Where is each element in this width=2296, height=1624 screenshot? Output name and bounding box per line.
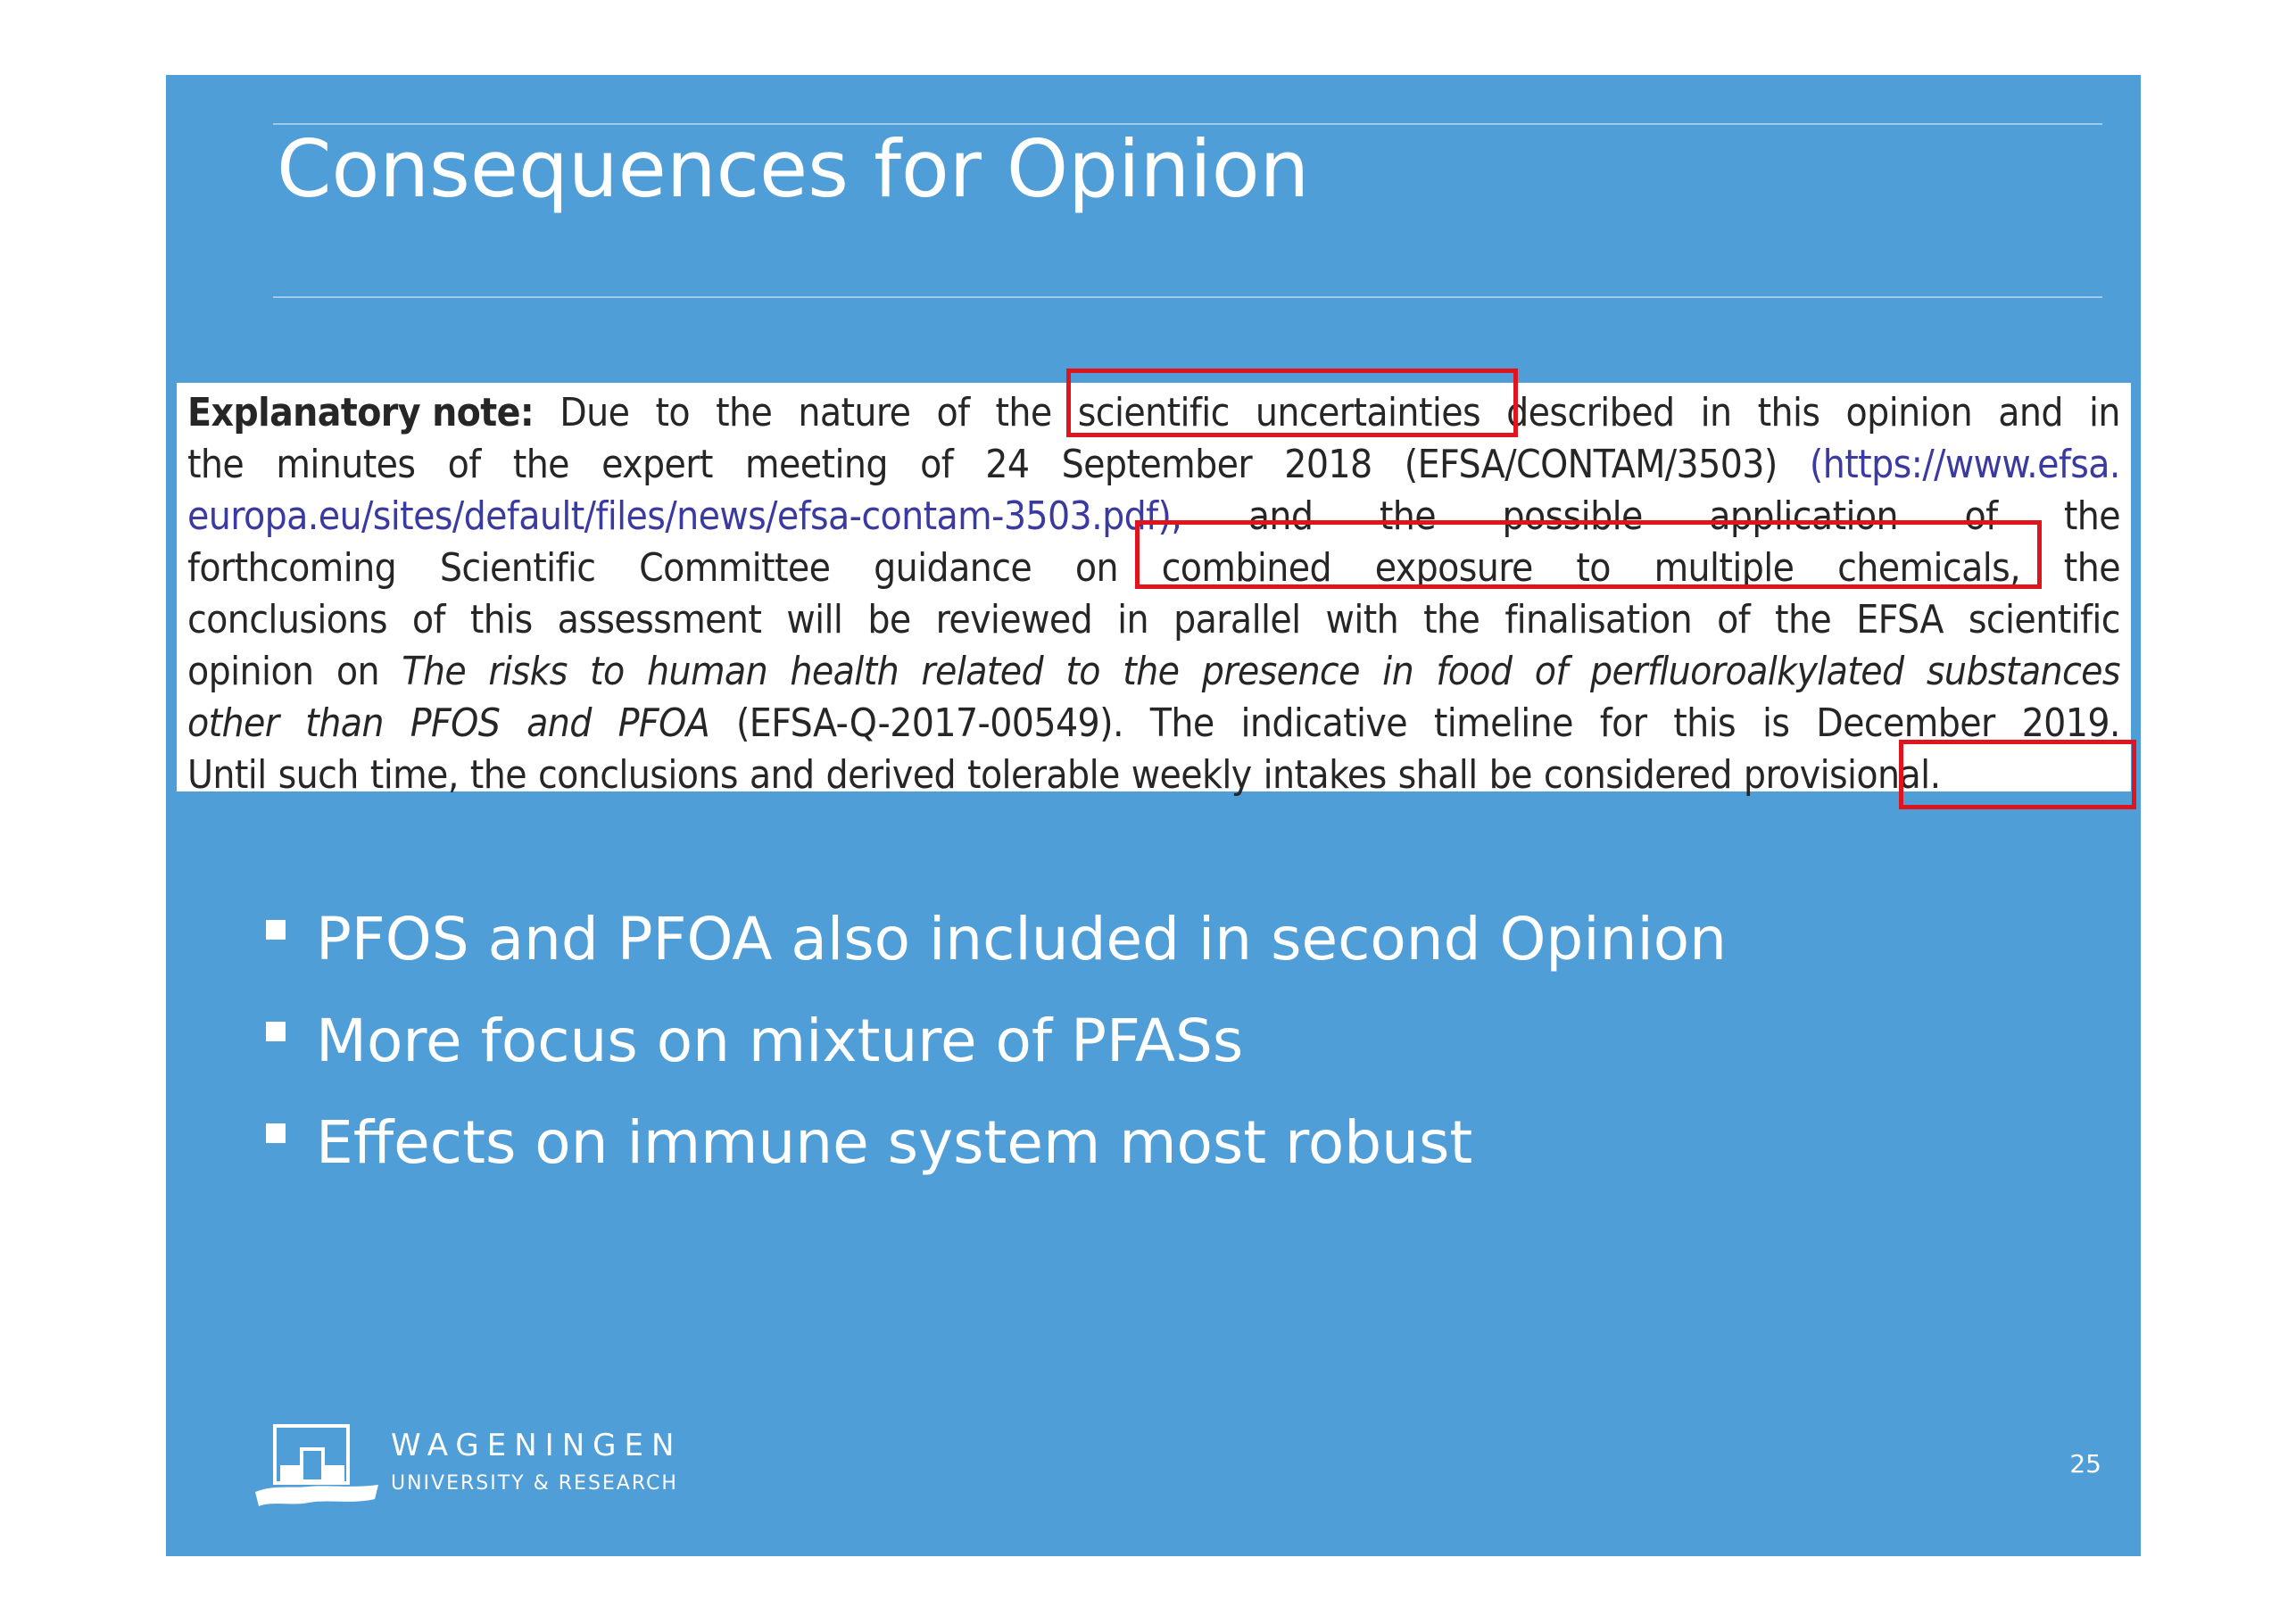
efsa-link-part-2[interactable]: europa.eu/sites/default/files/news/efsa-contam-3503.pdf),: [187, 493, 1182, 539]
excerpt-word: and: [526, 700, 592, 746]
excerpt-word: the: [995, 390, 1052, 435]
excerpt-word: multiple: [1654, 545, 1795, 591]
excerpt-word: meeting: [745, 442, 888, 487]
excerpt-word: on: [336, 649, 379, 694]
excerpt-word: to: [1065, 649, 1100, 694]
excerpt-line: [187, 649, 2120, 700]
excerpt-word: and: [749, 752, 815, 798]
excerpt-word: of: [936, 390, 970, 435]
excerpt-word: PFOA: [618, 700, 710, 746]
excerpt-word: tolerable: [967, 752, 1120, 798]
excerpt-word: in: [1700, 390, 1732, 435]
excerpt-word: assessment: [557, 597, 762, 642]
excerpt-word: PFOS: [410, 700, 501, 746]
bullet-list: [266, 905, 1727, 1210]
title-bottom-rule: [273, 296, 2102, 298]
excerpt-word: be: [1488, 752, 1532, 798]
excerpt-word: 2019.: [2021, 700, 2120, 746]
efsa-link-part-1[interactable]: (https://www.efsa.: [1809, 442, 2120, 487]
excerpt-word: the: [512, 442, 569, 487]
excerpt-word: will: [786, 597, 843, 642]
excerpt-word: guidance: [874, 545, 1032, 591]
excerpt-word: timeline: [1433, 700, 1573, 746]
excerpt-word: of: [1717, 597, 1751, 642]
excerpt-word: Scientific: [439, 545, 596, 591]
excerpt-word: with: [1325, 597, 1399, 642]
bullet-item: [266, 1108, 1727, 1210]
excerpt-word: the: [2063, 493, 2120, 539]
excerpt-line: [187, 442, 2120, 493]
excerpt-word: than: [305, 700, 384, 746]
page-number: 25: [2069, 1449, 2101, 1479]
excerpt-word: to: [655, 390, 690, 435]
excerpt-word: this: [1757, 390, 1820, 435]
excerpt-word: perfluoroalkylated: [1590, 649, 1904, 694]
excerpt-word: Committee: [639, 545, 831, 591]
excerpt-word: parallel: [1173, 597, 1301, 642]
excerpt-word: to: [590, 649, 625, 694]
excerpt-word: (EFSA-Q-2017-00549).: [735, 700, 1123, 746]
excerpt-word: other: [187, 700, 279, 746]
excerpt-word: this: [1673, 700, 1737, 746]
excerpt-word: provisional.: [1743, 752, 1941, 798]
excerpt-word: on: [1074, 545, 1118, 591]
excerpt-word: derived: [825, 752, 957, 798]
square-bullet-icon: [266, 1123, 286, 1143]
excerpt-word: Due: [559, 390, 630, 435]
excerpt-word: of: [447, 442, 481, 487]
excerpt-word: be: [867, 597, 911, 642]
excerpt-word: chemicals,: [1837, 545, 2021, 591]
excerpt-word: food: [1436, 649, 1513, 694]
excerpt-line: [187, 597, 2120, 649]
excerpt-word: such: [278, 752, 359, 798]
excerpt-word: forthcoming: [187, 545, 397, 591]
excerpt-word: health: [790, 649, 899, 694]
excerpt-word: possible: [1502, 493, 1643, 539]
excerpt-word: and: [1247, 493, 1314, 539]
excerpt-word: of: [411, 597, 445, 642]
excerpt-word: human: [646, 649, 768, 694]
slide: [166, 75, 2141, 1556]
excerpt-word: in: [1117, 597, 1149, 642]
bullet-item: [266, 1007, 1727, 1108]
excerpt-word: scientific: [1077, 390, 1230, 435]
excerpt-word: exposure: [1374, 545, 1533, 591]
excerpt-word: 24: [985, 442, 1030, 487]
excerpt-word: minutes: [276, 442, 416, 487]
excerpt-word: time,: [369, 752, 459, 798]
excerpt-word: presence: [1201, 649, 1360, 694]
excerpt-word: The: [402, 649, 467, 694]
excerpt-line: [187, 700, 2120, 752]
excerpt-word: indicative: [1240, 700, 1407, 746]
excerpt-line: [187, 752, 2120, 804]
excerpt-word: application: [1709, 493, 1899, 539]
excerpt-word: in: [2088, 390, 2120, 435]
excerpt-word: conclusions: [187, 597, 387, 642]
excerpt-word: scientific: [1968, 597, 2120, 642]
excerpt-word: is: [1761, 700, 1790, 746]
excerpt-word: the: [1423, 597, 1480, 642]
excerpt-word: December: [1816, 700, 1995, 746]
excerpt-word: The: [1149, 700, 1214, 746]
excerpt-word: this: [469, 597, 533, 642]
square-bullet-icon: [266, 1022, 286, 1041]
excerpt-word: 2018: [1284, 442, 1372, 487]
highlight-combined-exposure: [1135, 520, 2042, 589]
excerpt-word: the: [1379, 493, 1437, 539]
logo-subtitle: UNIVERSITY & RESEARCH: [391, 1472, 678, 1495]
excerpt-word: the: [187, 442, 245, 487]
excerpt-word: the: [2063, 545, 2120, 591]
bullet-text: Effects on immune system most robust: [316, 1108, 1473, 1177]
excerpt-word: finalisation: [1504, 597, 1693, 642]
excerpt-word: of: [1964, 493, 1998, 539]
slide-title: Consequences for Opinion: [277, 123, 1310, 215]
excerpt-word: September: [1061, 442, 1253, 487]
excerpt-word: nature: [798, 390, 911, 435]
gate-logo-icon: [255, 1422, 380, 1512]
excerpt-word: for: [1599, 700, 1647, 746]
excerpt-word: opinion: [187, 649, 314, 694]
excerpt-word: the: [469, 752, 526, 798]
bullet-text: More focus on mixture of PFASs: [316, 1007, 1244, 1075]
excerpt-word: described: [1506, 390, 1675, 435]
excerpt-word: opinion: [1845, 390, 1973, 435]
excerpt-word: expert: [601, 442, 713, 487]
excerpt-word: shall: [1397, 752, 1478, 798]
logo-name: WAGENINGEN: [391, 1428, 683, 1463]
bullet-text: PFOS and PFOA also included in second Opinion: [316, 905, 1728, 974]
excerpt-word: substances: [1926, 649, 2120, 694]
excerpt-word: risks: [488, 649, 568, 694]
excerpt-word: conclusions: [537, 752, 738, 798]
excerpt-word: weekly: [1131, 752, 1252, 798]
excerpt-word: to: [1576, 545, 1611, 591]
excerpt-word: uncertainties: [1255, 390, 1481, 435]
excerpt-word: Explanatory note:: [187, 390, 535, 435]
bullet-item: [266, 905, 1727, 1007]
excerpt-word: and: [1998, 390, 2063, 435]
excerpt-word: of: [920, 442, 954, 487]
excerpt-word: related: [921, 649, 1044, 694]
excerpt-word: the: [1775, 597, 1832, 642]
excerpt-word: in: [1382, 649, 1414, 694]
excerpt-word: intakes: [1263, 752, 1387, 798]
excerpt-word: Until: [187, 752, 267, 798]
excerpt-word: EFSA: [1856, 597, 1944, 642]
excerpt-word: of: [1534, 649, 1568, 694]
excerpt-word: reviewed: [935, 597, 1093, 642]
excerpt-word: (EFSA/CONTAM/3503): [1404, 442, 1778, 487]
square-bullet-icon: [266, 920, 286, 940]
highlight-provisional: [1899, 740, 2136, 809]
excerpt-word: combined: [1161, 545, 1332, 591]
excerpt-word: the: [716, 390, 773, 435]
excerpt-word: the: [1123, 649, 1180, 694]
highlight-scientific-uncertainties: [1066, 369, 1518, 437]
excerpt-word: considered: [1543, 752, 1732, 798]
